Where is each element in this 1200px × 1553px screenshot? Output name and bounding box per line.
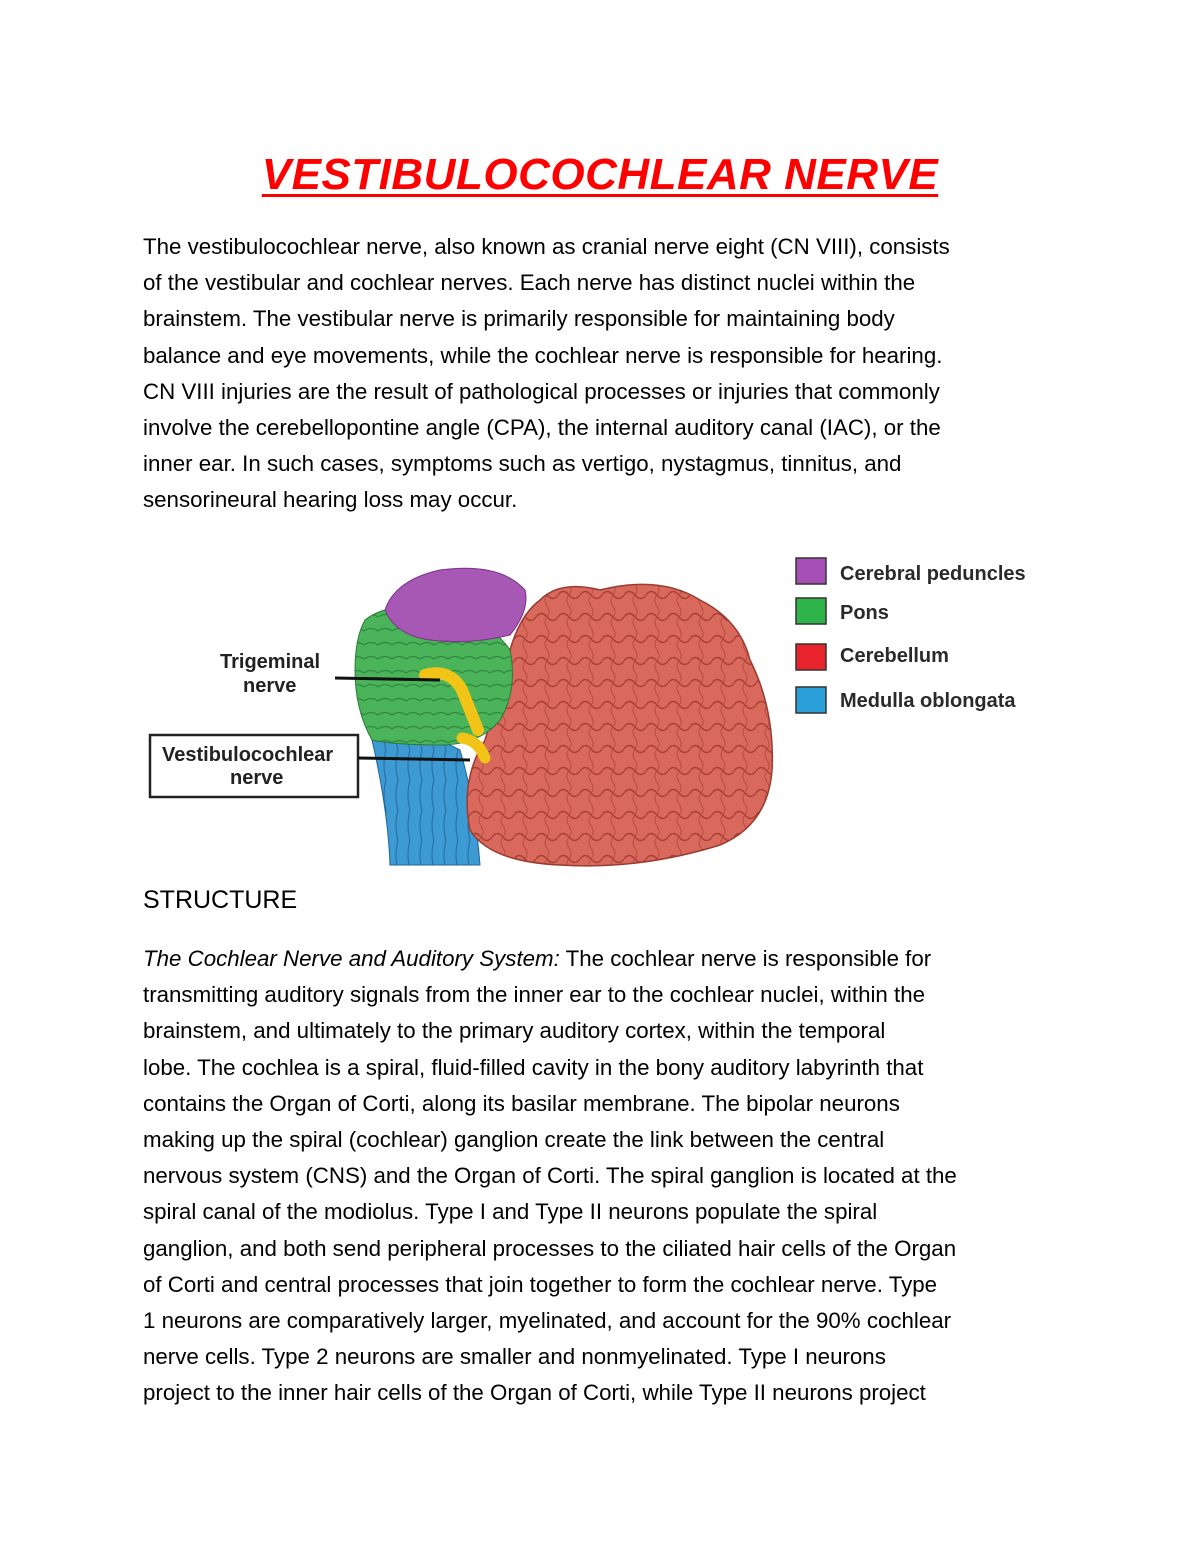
body-line: project to the inner hair cells of the Organ of Corti, while Type II neurons project [143, 1380, 926, 1406]
legend-label-cerebral-peduncles: Cerebral peduncles [840, 563, 1026, 585]
cerebral-peduncles-shape [385, 568, 526, 641]
structure-heading: STRUCTURE [143, 886, 298, 914]
legend-swatch-cerebellum [796, 644, 826, 670]
intro-line: balance and eye movements, while the cochlear nerve is responsible for hearing. [143, 342, 943, 368]
intro-line: brainstem. The vestibular nerve is primarily responsible for maintaining body [143, 306, 895, 332]
subheading-italic: The Cochlear Nerve and Auditory System: [143, 946, 560, 971]
body-first-rest: The cochlear nerve is responsible for [559, 946, 932, 971]
intro-paragraph [143, 229, 950, 519]
body-line: contains the Organ of Corti, along its basilar membrane. The bipolar neurons [143, 1090, 900, 1116]
medulla-oblongata-shape [372, 735, 480, 865]
intro-line: sensorineural hearing loss may occur. [143, 487, 518, 513]
legend [796, 558, 1026, 713]
trigeminal-leader-line [335, 678, 440, 680]
legend-swatch-cerebral-peduncles [796, 558, 826, 584]
body-line: ganglion, and both send peripheral processes to the ciliated hair cells of the Organ [143, 1235, 957, 1261]
legend-label-pons: Pons [840, 602, 889, 624]
body-line: transmitting auditory signals from the inner ear to the cochlear nuclei, within the [143, 982, 926, 1008]
page-title: VESTIBULOCOCHLEAR NERVE [261, 150, 939, 199]
intro-line: of the vestibular and cochlear nerves. Each nerve has distinct nuclei within the [143, 270, 916, 296]
legend-label-medulla-oblongata: Medulla oblongata [840, 690, 1016, 712]
trigeminal-label-line1: Trigeminal [220, 651, 321, 673]
vestibulocochlear-nerve-shape [462, 738, 485, 758]
trigeminal-label-line2: nerve [243, 675, 297, 697]
body-line: nervous system (CNS) and the Organ of Corti. The spiral ganglion is located at the [143, 1163, 957, 1189]
vestibulocochlear-leader-line [358, 758, 470, 760]
intro-line: The vestibulocochlear nerve, also known as cranial nerve eight (CN VIII), consists [143, 234, 950, 259]
body-line: brainstem, and ultimately to the primary auditory cortex, within the temporal [143, 1018, 886, 1044]
vestibulocochlear-label-line2: nerve [230, 767, 284, 789]
brainstem-figure [140, 540, 1060, 870]
body-line-first [143, 941, 957, 977]
legend-swatch-medulla-oblongata [796, 687, 826, 713]
body-line: of Corti and central processes that join together to form the cochlear nerve. Type [143, 1271, 938, 1297]
body-line: making up the spiral (cochlear) ganglion create the link between the central [143, 1127, 885, 1153]
intro-line: CN VIII injuries are the result of pathological processes or injuries that commonly [143, 378, 940, 404]
vestibulocochlear-label-line1: Vestibulocochlear [162, 744, 334, 766]
body-line: spiral canal of the modiolus. Type I and Type II neurons populate the spiral [143, 1199, 878, 1225]
structure-paragraph [143, 941, 957, 1412]
legend-label-cerebellum: Cerebellum [840, 645, 949, 667]
legend-swatch-pons [796, 598, 826, 624]
body-line: nerve cells. Type 2 neurons are smaller and nonmyelinated. Type I neurons [143, 1344, 886, 1370]
body-line: 1 neurons are comparatively larger, myelinated, and account for the 90% cochlear [143, 1308, 952, 1334]
intro-line: involve the cerebellopontine angle (CPA), the internal auditory canal (IAC), or the [143, 415, 941, 441]
body-line: lobe. The cochlea is a spiral, fluid-filled cavity in the bony auditory labyrinth that [143, 1054, 924, 1080]
intro-line: inner ear. In such cases, symptoms such as vertigo, nystagmus, tinnitus, and [143, 451, 902, 477]
